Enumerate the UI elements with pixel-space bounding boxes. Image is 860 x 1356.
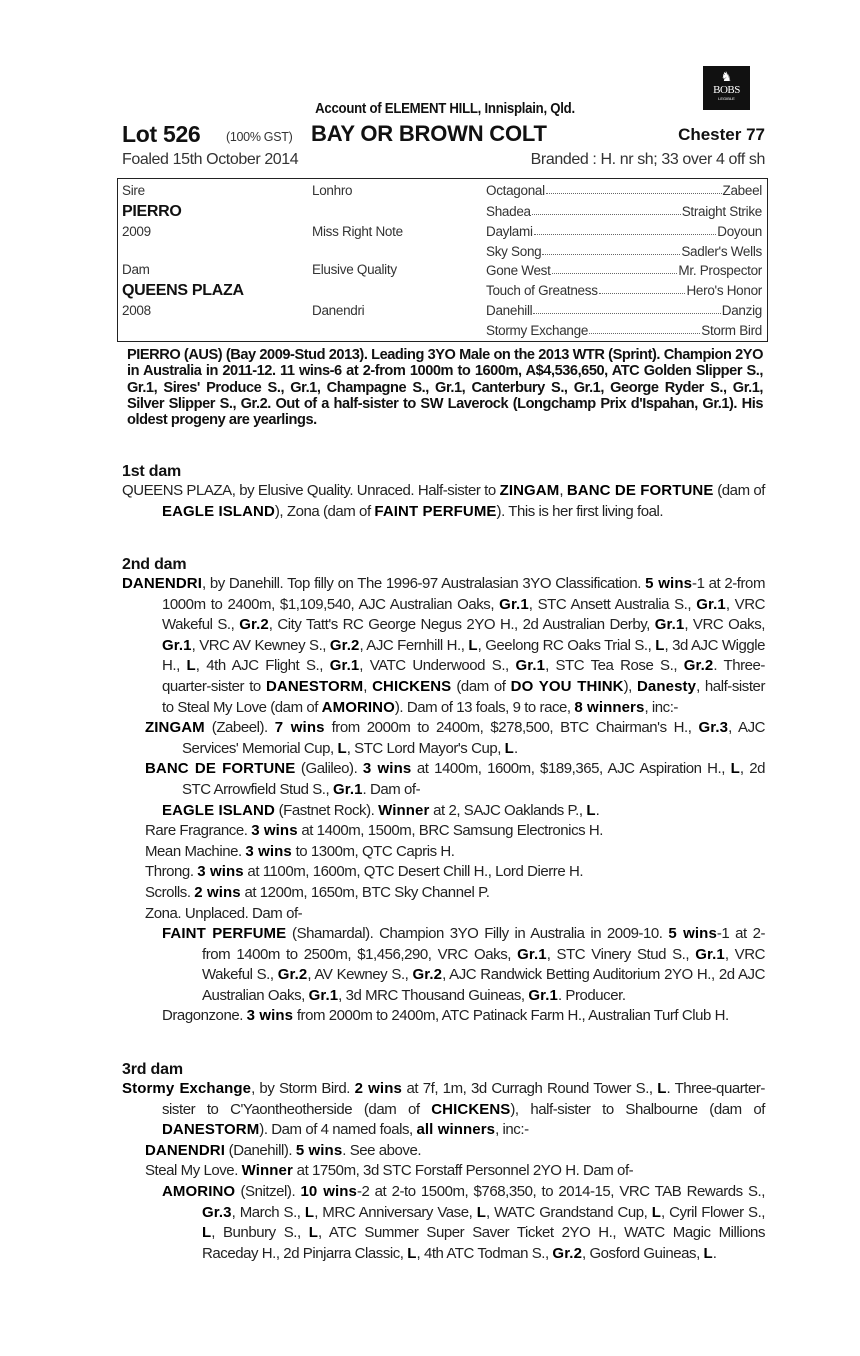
text: (Fastnet Rock). xyxy=(274,801,379,819)
text: . See above. xyxy=(342,1141,422,1159)
text: (Galileo). xyxy=(295,760,363,778)
ancestor-sire: Doyoun xyxy=(717,224,762,239)
ancestor-sire: Danzig xyxy=(721,303,762,318)
bold-text: Gr.2 xyxy=(277,966,308,984)
bold-text: AMORINO xyxy=(162,1182,236,1200)
text: . Three-quarter-sister to xyxy=(162,657,765,695)
bold-text: Winner xyxy=(241,1162,293,1180)
grandsire-paternal: Lonhro xyxy=(312,183,353,198)
text: at 1200m, 1650m, BTC Sky Channel P. xyxy=(240,883,490,901)
family-entry xyxy=(122,574,765,718)
ancestor-name: Gone West xyxy=(486,263,551,278)
text: , WATC Grandstand Cup, xyxy=(486,1203,652,1221)
bold-text: L xyxy=(651,1203,662,1221)
text: at 1750m, 3d STC Forstaff Personnel 2YO H. Dam of- xyxy=(292,1162,634,1180)
ancestor-sire: Mr. Prospector xyxy=(678,263,762,278)
text: , Cyril Flower S., xyxy=(661,1203,765,1221)
bold-text: L xyxy=(308,1224,318,1242)
text: , 3d AJC Wiggle H., xyxy=(162,636,766,675)
text: , 4th ATC Todman S., xyxy=(416,1244,553,1262)
text: , AJC Randwick Betting Auditorium 2YO H., 2d AJC Australian Oaks, xyxy=(202,966,765,1004)
bold-text: BANC DE FORTUNE xyxy=(145,760,296,778)
text: (Zabeel). xyxy=(204,719,275,737)
bold-text: BANC DE FORTUNE xyxy=(566,482,714,499)
bold-text: FAINT PERFUME xyxy=(162,925,287,943)
bold-text: L xyxy=(730,760,740,778)
bold-text: L xyxy=(657,1080,667,1097)
leader-dots xyxy=(546,183,722,194)
bold-text: DANESTORM xyxy=(162,1121,260,1139)
bold-text: 3 wins xyxy=(362,760,412,778)
section-heading: 3rd dam xyxy=(122,1061,183,1078)
text: , by Danehill. Top filly on The 1996-97 Australasian 3YO Classification. xyxy=(201,575,646,592)
text: (dam of xyxy=(451,677,511,695)
text: , 3d MRC Thousand Guineas, xyxy=(338,986,529,1004)
text: ). This is her first living foal. xyxy=(496,502,664,520)
text: , 4th AJC Flight S., xyxy=(195,657,330,675)
bold-text: L xyxy=(202,1224,212,1242)
text: , STC Vinery Stud S., xyxy=(546,945,696,963)
text: , ATC Summer Super Saver Ticket 2YO H., WATC Magic Millions Raceday H., 2d Pinjarra Classic, xyxy=(202,1224,765,1262)
great-grandparent-row xyxy=(486,204,762,219)
great-grandparent-row xyxy=(486,224,762,239)
text: , STC Ansett Australia S., xyxy=(528,595,697,613)
bold-text: all winners xyxy=(416,1121,496,1139)
text: ). Dam of 4 named foals, xyxy=(259,1121,417,1139)
bold-text: Danesty xyxy=(637,677,697,695)
bold-text: Gr.2 xyxy=(683,657,714,675)
text: (Snitzel). xyxy=(235,1182,301,1200)
family-entry xyxy=(122,821,765,842)
family-entry xyxy=(122,801,765,822)
bold-text: Gr.1 xyxy=(308,986,339,1004)
text: , Gosford Guineas, xyxy=(582,1244,704,1262)
text: , by Storm Bird. xyxy=(251,1080,355,1097)
sire-name: PIERRO xyxy=(122,203,182,220)
ancestor-name: Octagonal xyxy=(486,183,545,198)
bold-text: L xyxy=(304,1203,315,1221)
bold-text: DANENDRI xyxy=(145,1141,225,1159)
text: ), half-sister to Shalbourne (dam of xyxy=(510,1100,765,1118)
bold-text: Gr.1 xyxy=(696,595,726,613)
bold-text: 3 wins xyxy=(251,822,298,840)
bold-text: Gr.2 xyxy=(239,616,269,634)
text: -1 at 2-from 1000m to 2400m, $1,109,540, AJC Australian Oaks, xyxy=(162,575,765,613)
text: ). Dam of 13 foals, 9 to race, xyxy=(394,698,575,716)
text: . Three-quarter-sister to C'Yaontheotherside (dam of xyxy=(162,1080,765,1118)
bold-text: 7 wins xyxy=(274,719,325,737)
text: , VRC AV Kewney S., xyxy=(191,636,330,654)
leader-dots xyxy=(533,303,720,314)
bold-text: Gr.1 xyxy=(332,780,363,798)
grandsire-maternal: Elusive Quality xyxy=(312,262,397,277)
great-grandparent-row xyxy=(486,263,762,278)
dam-section xyxy=(122,555,765,1027)
text: . xyxy=(595,801,600,819)
bold-text: 3 wins xyxy=(197,863,244,881)
text: Throng. xyxy=(145,863,198,881)
bold-text: L xyxy=(476,1203,486,1221)
bold-text: CHICKENS xyxy=(372,677,452,695)
bold-text: L xyxy=(655,636,665,654)
bold-text: L xyxy=(586,801,596,819)
text: , Geelong RC Oaks Trial S., xyxy=(477,636,656,654)
ancestor-name: Danehill xyxy=(486,303,533,318)
bold-text: DO YOU THINK xyxy=(510,677,624,695)
ancestor-name: Sky Song xyxy=(486,244,542,259)
bold-text: Gr.2 xyxy=(412,966,443,984)
leader-dots xyxy=(589,323,700,334)
vendor-account: Account of ELEMENT HILL, Innisplain, Qld. xyxy=(315,100,575,117)
family-entry xyxy=(122,1141,765,1162)
text: ), Zona (dam of xyxy=(274,502,375,520)
bold-text: AMORINO xyxy=(321,698,395,716)
great-grandparent-row xyxy=(486,244,762,259)
dam-section xyxy=(122,1060,765,1264)
ancestor-name: Stormy Exchange xyxy=(486,323,589,338)
bold-text: Gr.2 xyxy=(552,1244,583,1262)
section-heading: 1st dam xyxy=(122,463,182,480)
bold-text: L xyxy=(407,1244,417,1262)
bold-text: Gr.3 xyxy=(698,719,729,737)
text: -2 at 2-to 1500m, $768,350, to 2014-15, VRC TAB Rewards S., xyxy=(356,1182,765,1200)
text: , City Tatt's RC George Negus 2YO H., 2d Australian Derby, xyxy=(268,616,655,634)
bold-text: Gr.1 xyxy=(515,657,546,675)
bold-text: Winner xyxy=(378,801,430,819)
bold-text: EAGLE ISLAND xyxy=(162,502,275,520)
text: , 2d STC Arrowfield Stud S., xyxy=(182,760,765,798)
leader-dots xyxy=(532,204,681,215)
text: Rare Fragrance. xyxy=(145,822,252,840)
gst-note: (100% GST) xyxy=(226,130,293,144)
bold-text: Gr.1 xyxy=(162,636,192,654)
ancestor-sire: Storm Bird xyxy=(701,323,762,338)
text: (Shamardal). Champion 3YO Filly in Australia in 2009-10. xyxy=(286,925,669,943)
text: ), xyxy=(623,677,637,695)
text: . xyxy=(712,1244,717,1262)
foaled-date: Foaled 15th October 2014 xyxy=(122,151,299,168)
pedigree-table xyxy=(117,178,768,342)
family-entry xyxy=(122,904,765,925)
text: , inc:- xyxy=(644,698,678,716)
horse-rider-icon: ♞ xyxy=(720,69,733,84)
text: (dam of xyxy=(713,482,766,499)
bold-text: Gr.1 xyxy=(654,616,685,634)
text: at 1400m, 1600m, $189,365, AJC Aspiration H., xyxy=(411,760,731,778)
text: , March S., xyxy=(231,1203,305,1221)
text: , VRC Wakeful S., xyxy=(162,595,765,634)
bold-text: DANENDRI xyxy=(122,575,202,592)
bold-text: FAINT PERFUME xyxy=(374,502,497,520)
text: , xyxy=(363,677,373,695)
text: , VRC Oaks, xyxy=(684,616,766,634)
family-entry xyxy=(122,862,765,883)
bold-text: 3 wins xyxy=(245,842,292,860)
text: , AV Kewney S., xyxy=(307,966,413,984)
leader-dots xyxy=(542,244,680,255)
family-entry xyxy=(122,718,765,759)
text: QUEENS PLAZA, by Elusive Quality. Unraced. Half-sister to xyxy=(122,482,500,499)
lot-number: Lot 526 xyxy=(122,121,201,147)
bold-text: Gr.1 xyxy=(695,945,725,963)
bold-text: 2 wins xyxy=(354,1080,402,1097)
great-grandparent-row xyxy=(486,183,762,198)
bold-text: Stormy Exchange xyxy=(122,1080,252,1097)
bold-text: 5 wins xyxy=(295,1141,343,1159)
logo-brand: BOBS xyxy=(713,84,740,96)
bold-text: 3 wins xyxy=(246,1007,294,1025)
bold-text: DANESTORM xyxy=(265,677,364,695)
text: , Bunbury S., xyxy=(211,1224,309,1242)
bold-text: 8 winners xyxy=(574,698,645,716)
text: , VRC Wakeful S., xyxy=(202,945,765,984)
bold-text: Gr.1 xyxy=(329,657,360,675)
family-entry xyxy=(122,924,765,1006)
logo-subtitle: LEGIBLE xyxy=(718,96,735,101)
family-entry xyxy=(122,842,765,863)
bold-text: L xyxy=(468,636,478,654)
text: (Danehill). xyxy=(224,1141,296,1159)
text: Scrolls. xyxy=(145,883,195,901)
sire-year: 2009 xyxy=(122,224,151,239)
bold-text: Gr.3 xyxy=(202,1203,232,1221)
text: -1 at 2-from 1400m to 2500m, $1,456,290, VRC Oaks, xyxy=(202,925,766,963)
bold-text: EAGLE ISLAND xyxy=(162,801,275,819)
family-entry xyxy=(122,1161,765,1182)
text: , STC Lord Mayor's Cup, xyxy=(346,739,505,757)
family-entry xyxy=(122,1182,765,1264)
text: , MRC Anniversary Vase, xyxy=(314,1203,477,1221)
leader-dots xyxy=(552,263,678,274)
text: Steal My Love. xyxy=(145,1162,242,1180)
bold-text: 2 wins xyxy=(194,883,241,901)
sire-description: PIERRO (AUS) (Bay 2009-Stud 2013). Leading 3YO Male on the 2013 WTR (Sprint). Champion 2YO in Australia in 2011-12. 11 wins-6 at 2-from 1000m to 1600m, A$4,536,650, ATC Golden Slipper S., Gr.1, Sires' Produce S., Gr.1, Champagne S., Gr.1, Canterbury S., Gr.1, George Ryder S., Gr.1, Silver Slipper S., Gr.2. Out of a half-sister to SW Laverock (Longchamp Prix d'Ispahan, Gr.1). His oldest progeny are yearlings. xyxy=(127,347,763,429)
sire-label: Sire xyxy=(122,183,145,198)
bold-text: L xyxy=(703,1244,713,1262)
text: , half-sister to Steal My Love (dam of xyxy=(162,677,765,716)
bold-text: Gr.2 xyxy=(329,636,360,654)
ancestor-sire: Hero's Honor xyxy=(686,283,762,298)
dam-label: Dam xyxy=(122,262,150,277)
ancestor-name: Shadea xyxy=(486,204,531,219)
text: , AJC Services' Memorial Cup, xyxy=(182,719,766,757)
family-entry xyxy=(122,1006,765,1027)
great-grandparent-row xyxy=(486,323,762,338)
text: . Producer. xyxy=(557,986,626,1004)
bold-text: 5 wins xyxy=(668,925,717,943)
text: from 2000m to 2400m, ATC Patinack Farm H., Australian Turf Club H. xyxy=(293,1007,729,1025)
ancestor-sire: Sadler's Wells xyxy=(681,244,762,259)
text: at 1400m, 1500m, BRC Samsung Electronics H. xyxy=(297,822,603,840)
bold-text: L xyxy=(337,739,347,757)
text: Mean Machine. xyxy=(145,842,246,860)
family-entry xyxy=(122,759,765,800)
bold-text: Gr.1 xyxy=(517,945,547,963)
ancestor-sire: Straight Strike xyxy=(681,204,762,219)
text: , AJC Fernhill H., xyxy=(359,636,469,654)
text: . xyxy=(513,739,518,757)
great-grandparent-row xyxy=(486,283,762,298)
ancestor-name: Daylami xyxy=(486,224,533,239)
text: at 1100m, 1600m, QTC Desert Chill H., Lord Dierre H. xyxy=(243,863,584,881)
section-heading: 2nd dam xyxy=(122,556,187,573)
lot-header xyxy=(122,121,765,151)
text: , VATC Underwood S., xyxy=(359,657,516,675)
granddam-paternal: Miss Right Note xyxy=(312,224,403,239)
bold-text: ZINGAM xyxy=(499,482,560,499)
text: , STC Tea Rose S., xyxy=(545,657,684,675)
text: Zona. Unplaced. Dam of- xyxy=(145,904,303,922)
great-grandparent-row xyxy=(486,303,762,318)
text: at 2, SAJC Oaklands P., xyxy=(429,801,587,819)
text: . Dam of- xyxy=(362,780,421,798)
text: to 1300m, QTC Capris H. xyxy=(291,842,455,860)
family-entry xyxy=(122,883,765,904)
text: , xyxy=(559,482,567,499)
leader-dots xyxy=(599,283,686,294)
bold-text: Gr.1 xyxy=(499,595,529,613)
stable-location: Chester 77 xyxy=(678,125,765,144)
bold-text: 5 wins xyxy=(645,575,693,592)
text: at 7f, 1m, 3d Curragh Round Tower S., xyxy=(401,1080,658,1097)
brand-marks: Branded : H. nr sh; 33 over 4 off sh xyxy=(530,151,765,168)
bold-text: Gr.1 xyxy=(528,986,558,1004)
bold-text: 10 wins xyxy=(300,1182,357,1200)
bold-text: CHICKENS xyxy=(431,1100,511,1118)
leader-dots xyxy=(534,224,717,235)
bold-text: ZINGAM xyxy=(145,719,205,737)
family-entry xyxy=(122,1079,765,1141)
text: Dragonzone. xyxy=(162,1007,247,1025)
dam-section xyxy=(122,462,765,522)
horse-description: BAY OR BROWN COLT xyxy=(311,121,547,146)
bold-text: L xyxy=(504,739,514,757)
dam-name: QUEENS PLAZA xyxy=(122,282,244,299)
granddam-maternal: Danendri xyxy=(312,303,365,318)
text: from 2000m to 2400m, $278,500, BTC Chairman's H., xyxy=(324,719,699,737)
dam-year: 2008 xyxy=(122,303,151,318)
ancestor-name: Touch of Greatness xyxy=(486,283,598,298)
family-entry xyxy=(122,481,765,522)
ancestor-sire: Zabeel xyxy=(722,183,762,198)
text: , inc:- xyxy=(495,1121,529,1139)
bold-text: L xyxy=(186,657,196,675)
